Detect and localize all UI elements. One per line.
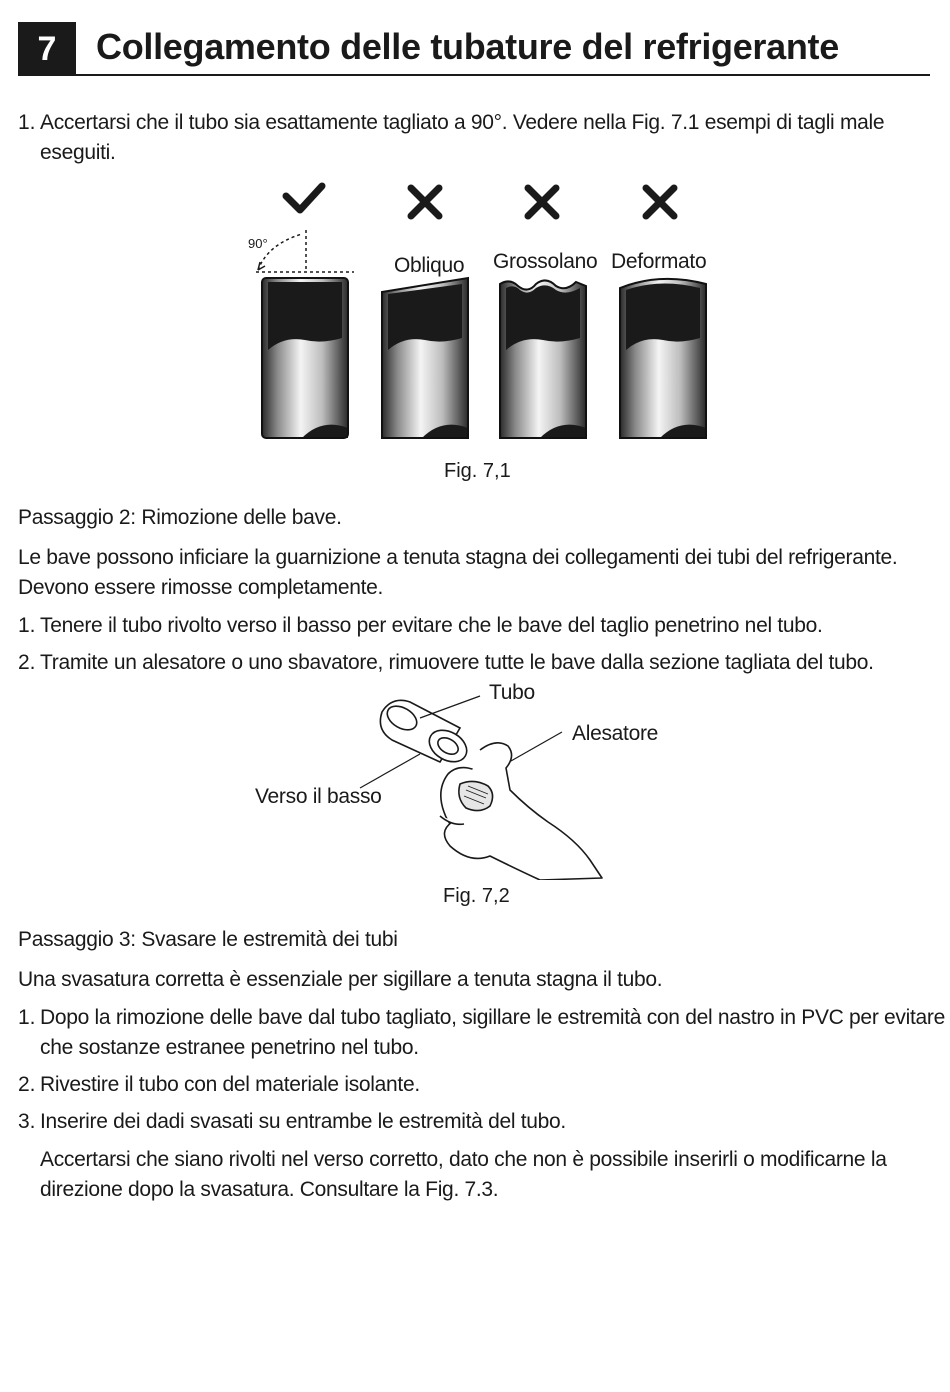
fig-label-alesatore: Alesatore xyxy=(572,722,659,745)
list-item-text: che sostanze estranee penetrino nel tubo. xyxy=(40,1036,419,1059)
check-icon xyxy=(286,186,322,210)
pipe-deformed xyxy=(620,279,706,438)
list-item-subtext: direzione dopo la svasatura. Consultare la Fig. 7.3. xyxy=(40,1178,499,1201)
list-item-subtext: Accertarsi che siano rivolti nel verso corretto, dato che non è possibile inserirli o modificarne la xyxy=(40,1148,887,1171)
list-number: 2. xyxy=(18,651,36,674)
fig-label-obliquo: Obliquo xyxy=(394,254,465,277)
list-number: 3. xyxy=(18,1110,36,1133)
figure-caption: Fig. 7,1 xyxy=(444,460,511,482)
list-number: 1. xyxy=(18,1006,36,1029)
hand-illustration xyxy=(440,743,602,880)
cross-icon xyxy=(528,188,556,216)
figure-pipe-cuts xyxy=(248,176,718,446)
page-title: Collegamento delle tubature del refrigerante xyxy=(96,26,839,67)
fig-label-deformato: Deformato xyxy=(611,250,707,273)
pipe-illustration xyxy=(380,700,472,768)
paragraph-text: Le bave possono inficiare la guarnizione a tenuta stagna dei collegamenti dei tubi del refrigerante. xyxy=(18,546,898,569)
figure-caption: Fig. 7,2 xyxy=(443,885,510,907)
list-item-text: Dopo la rimozione delle bave dal tubo tagliato, sigillare le estremità con del nastro in PVC per evitare xyxy=(40,1006,945,1029)
paragraph-text: Devono essere rimosse completamente. xyxy=(18,576,384,599)
fig-label-tubo: Tubo xyxy=(489,681,535,704)
header-divider xyxy=(18,74,930,76)
list-number: 1. xyxy=(18,111,36,134)
list-item-text: Tenere il tubo rivolto verso il basso per evitare che le bave del taglio penetrino nel tubo. xyxy=(40,614,823,637)
fig-label-verso-il-basso: Verso il basso xyxy=(255,785,382,808)
list-item-text: Rivestire il tubo con del materiale isolante. xyxy=(40,1073,420,1096)
cross-icon xyxy=(646,188,674,216)
figure-deburring xyxy=(340,690,640,880)
angle-label: 90° xyxy=(248,236,268,251)
fig-label-grossolano: Grossolano xyxy=(493,250,598,273)
pipe-rough xyxy=(500,280,586,438)
list-item-text: Tramite un alesatore o uno sbavatore, rimuovere tutte le bave dalla sezione tagliata del tubo. xyxy=(40,651,874,674)
chapter-number: 7 xyxy=(18,22,76,76)
list-item-text: eseguiti. xyxy=(40,141,116,164)
list-item-text: Accertarsi che il tubo sia esattamente tagliato a 90°. Vedere nella Fig. 7.1 esempi di tagli male xyxy=(40,111,885,134)
list-number: 1. xyxy=(18,614,36,637)
step-heading: Passaggio 2: Rimozione delle bave. xyxy=(18,506,342,529)
list-number: 2. xyxy=(18,1073,36,1096)
pipe-oblique xyxy=(382,278,468,438)
step-heading: Passaggio 3: Svasare le estremità dei tubi xyxy=(18,928,398,951)
pipe-correct xyxy=(262,278,348,438)
list-item-text: Inserire dei dadi svasati su entrambe le estremità del tubo. xyxy=(40,1110,566,1133)
paragraph-text: Una svasatura corretta è essenziale per sigillare a tenuta stagna il tubo. xyxy=(18,968,663,991)
cross-icon xyxy=(411,188,439,216)
chapter-header xyxy=(18,22,930,76)
